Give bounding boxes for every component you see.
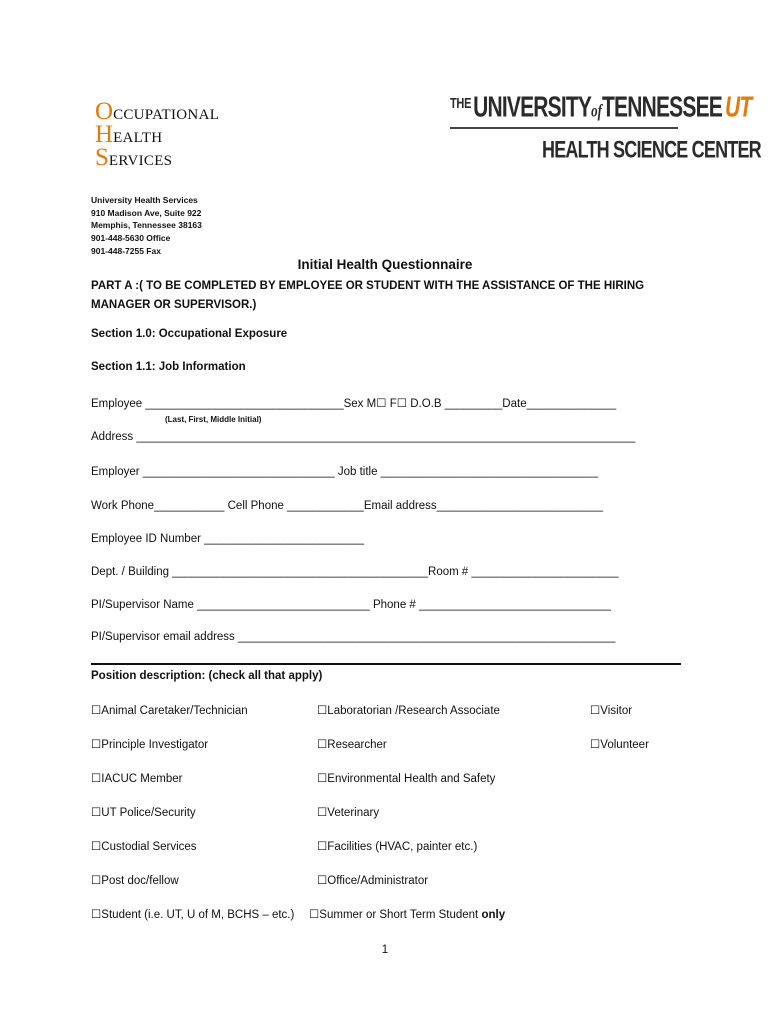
dept-room-field[interactable]: Dept. / Building ________________________________________Room # _______________________ xyxy=(91,566,619,578)
ohs-logo-occupational: CCUPATIONAL xyxy=(113,107,220,123)
ut-logo-hsc: HEALTH SCIENCE CENTER xyxy=(542,136,761,163)
checkbox-visitor[interactable]: ☐Visitor xyxy=(590,705,633,717)
checkbox-volunteer[interactable]: ☐Volunteer xyxy=(590,739,649,751)
address-line: University Health Services xyxy=(91,195,198,205)
checkbox-ut-police[interactable]: ☐UT Police/Security xyxy=(91,807,196,819)
ut-logo-wordmark: $^{THE}$UNIVERSITYofTENNESSEE UT xyxy=(450,92,752,124)
checkbox-student[interactable]: ☐Student (i.e. UT, U of M, BCHS – etc.) xyxy=(91,909,295,921)
ohs-logo-initial-o: O xyxy=(95,98,114,125)
checkbox-facilities[interactable]: ☐Facilities (HVAC, painter etc.) xyxy=(317,841,478,853)
checkbox-environmental-health[interactable]: ☐Environmental Health and Safety xyxy=(317,773,496,785)
phone-email-field[interactable]: Work Phone___________ Cell Phone ____________Email address__________________________ xyxy=(91,500,603,512)
summer-student-label: ☐Summer or Short Term Student xyxy=(309,909,482,921)
checkbox-animal-caretaker[interactable]: ☐Animal Caretaker/Technician xyxy=(91,705,248,717)
checkbox-principle-investigator[interactable]: ☐Principle Investigator xyxy=(91,739,209,751)
address-block xyxy=(91,194,202,258)
pi-supervisor-email-field[interactable]: PI/Supervisor email address ___________________________________________________________ xyxy=(91,631,616,643)
address-line: 910 Madison Ave, Suite 922 xyxy=(91,207,202,218)
address-line: 901-448-7255 Fax xyxy=(91,245,161,256)
page-title: Initial Health Questionnaire xyxy=(297,257,473,272)
employee-field[interactable]: Employee _______________________________Sex M☐ F☐ D.O.B _________Date______________ xyxy=(91,398,617,410)
employee-name-format-label: (Last, First, Middle Initial) xyxy=(165,415,262,424)
section-1-0-heading: Section 1.0: Occupational Exposure xyxy=(91,328,288,340)
checkbox-summer-student[interactable] xyxy=(309,907,505,921)
ut-hsc-logo xyxy=(450,92,761,163)
section-divider xyxy=(91,663,681,665)
address-line: 901-448-5630 Office xyxy=(91,233,171,244)
employer-jobtitle-field[interactable]: Employer ______________________________ Job title __________________________________ xyxy=(91,466,599,478)
ohs-logo xyxy=(95,100,219,169)
checkbox-veterinary[interactable]: ☐Veterinary xyxy=(317,807,380,819)
ut-logo-rule xyxy=(450,127,678,129)
address-field[interactable]: Address ______________________________________________________________________________ xyxy=(91,431,636,443)
ohs-logo-health: EALTH xyxy=(113,130,163,146)
checkbox-researcher[interactable]: ☐Researcher xyxy=(317,739,387,751)
employee-id-field[interactable]: Employee ID Number _________________________ xyxy=(91,533,365,545)
summer-student-only-emphasis: only xyxy=(481,909,506,921)
checkbox-iacuc-member[interactable]: ☐IACUC Member xyxy=(91,773,183,785)
part-a-instructions: PART A :( TO BE COMPLETED BY EMPLOYEE OR STUDENT WITH THE ASSISTANCE OF THE HIRING MANAGER OR SUPERVISOR.) xyxy=(91,280,645,311)
checkbox-laboratorian[interactable]: ☐Laboratorian /Research Associate xyxy=(317,705,500,717)
ut-logo-mark: UT xyxy=(724,92,752,124)
checkbox-post-doc[interactable]: ☐Post doc/fellow xyxy=(91,875,179,887)
position-description-heading: Position description: (check all that apply) xyxy=(91,670,323,682)
ohs-logo-services: ERVICES xyxy=(108,153,173,169)
section-1-1-heading: Section 1.1: Job Information xyxy=(91,361,246,373)
address-line: Memphis, Tennessee 38163 xyxy=(91,220,202,231)
ohs-logo-initial-h: H xyxy=(95,121,114,148)
checkbox-custodial-services[interactable]: ☐Custodial Services xyxy=(91,841,197,853)
ohs-logo-initial-s: S xyxy=(95,144,109,171)
page-number: 1 xyxy=(381,944,389,956)
pi-supervisor-name-field[interactable]: PI/Supervisor Name ___________________________ Phone # ______________________________ xyxy=(91,599,611,611)
checkbox-office-administrator[interactable]: ☐Office/Administrator xyxy=(317,875,429,887)
